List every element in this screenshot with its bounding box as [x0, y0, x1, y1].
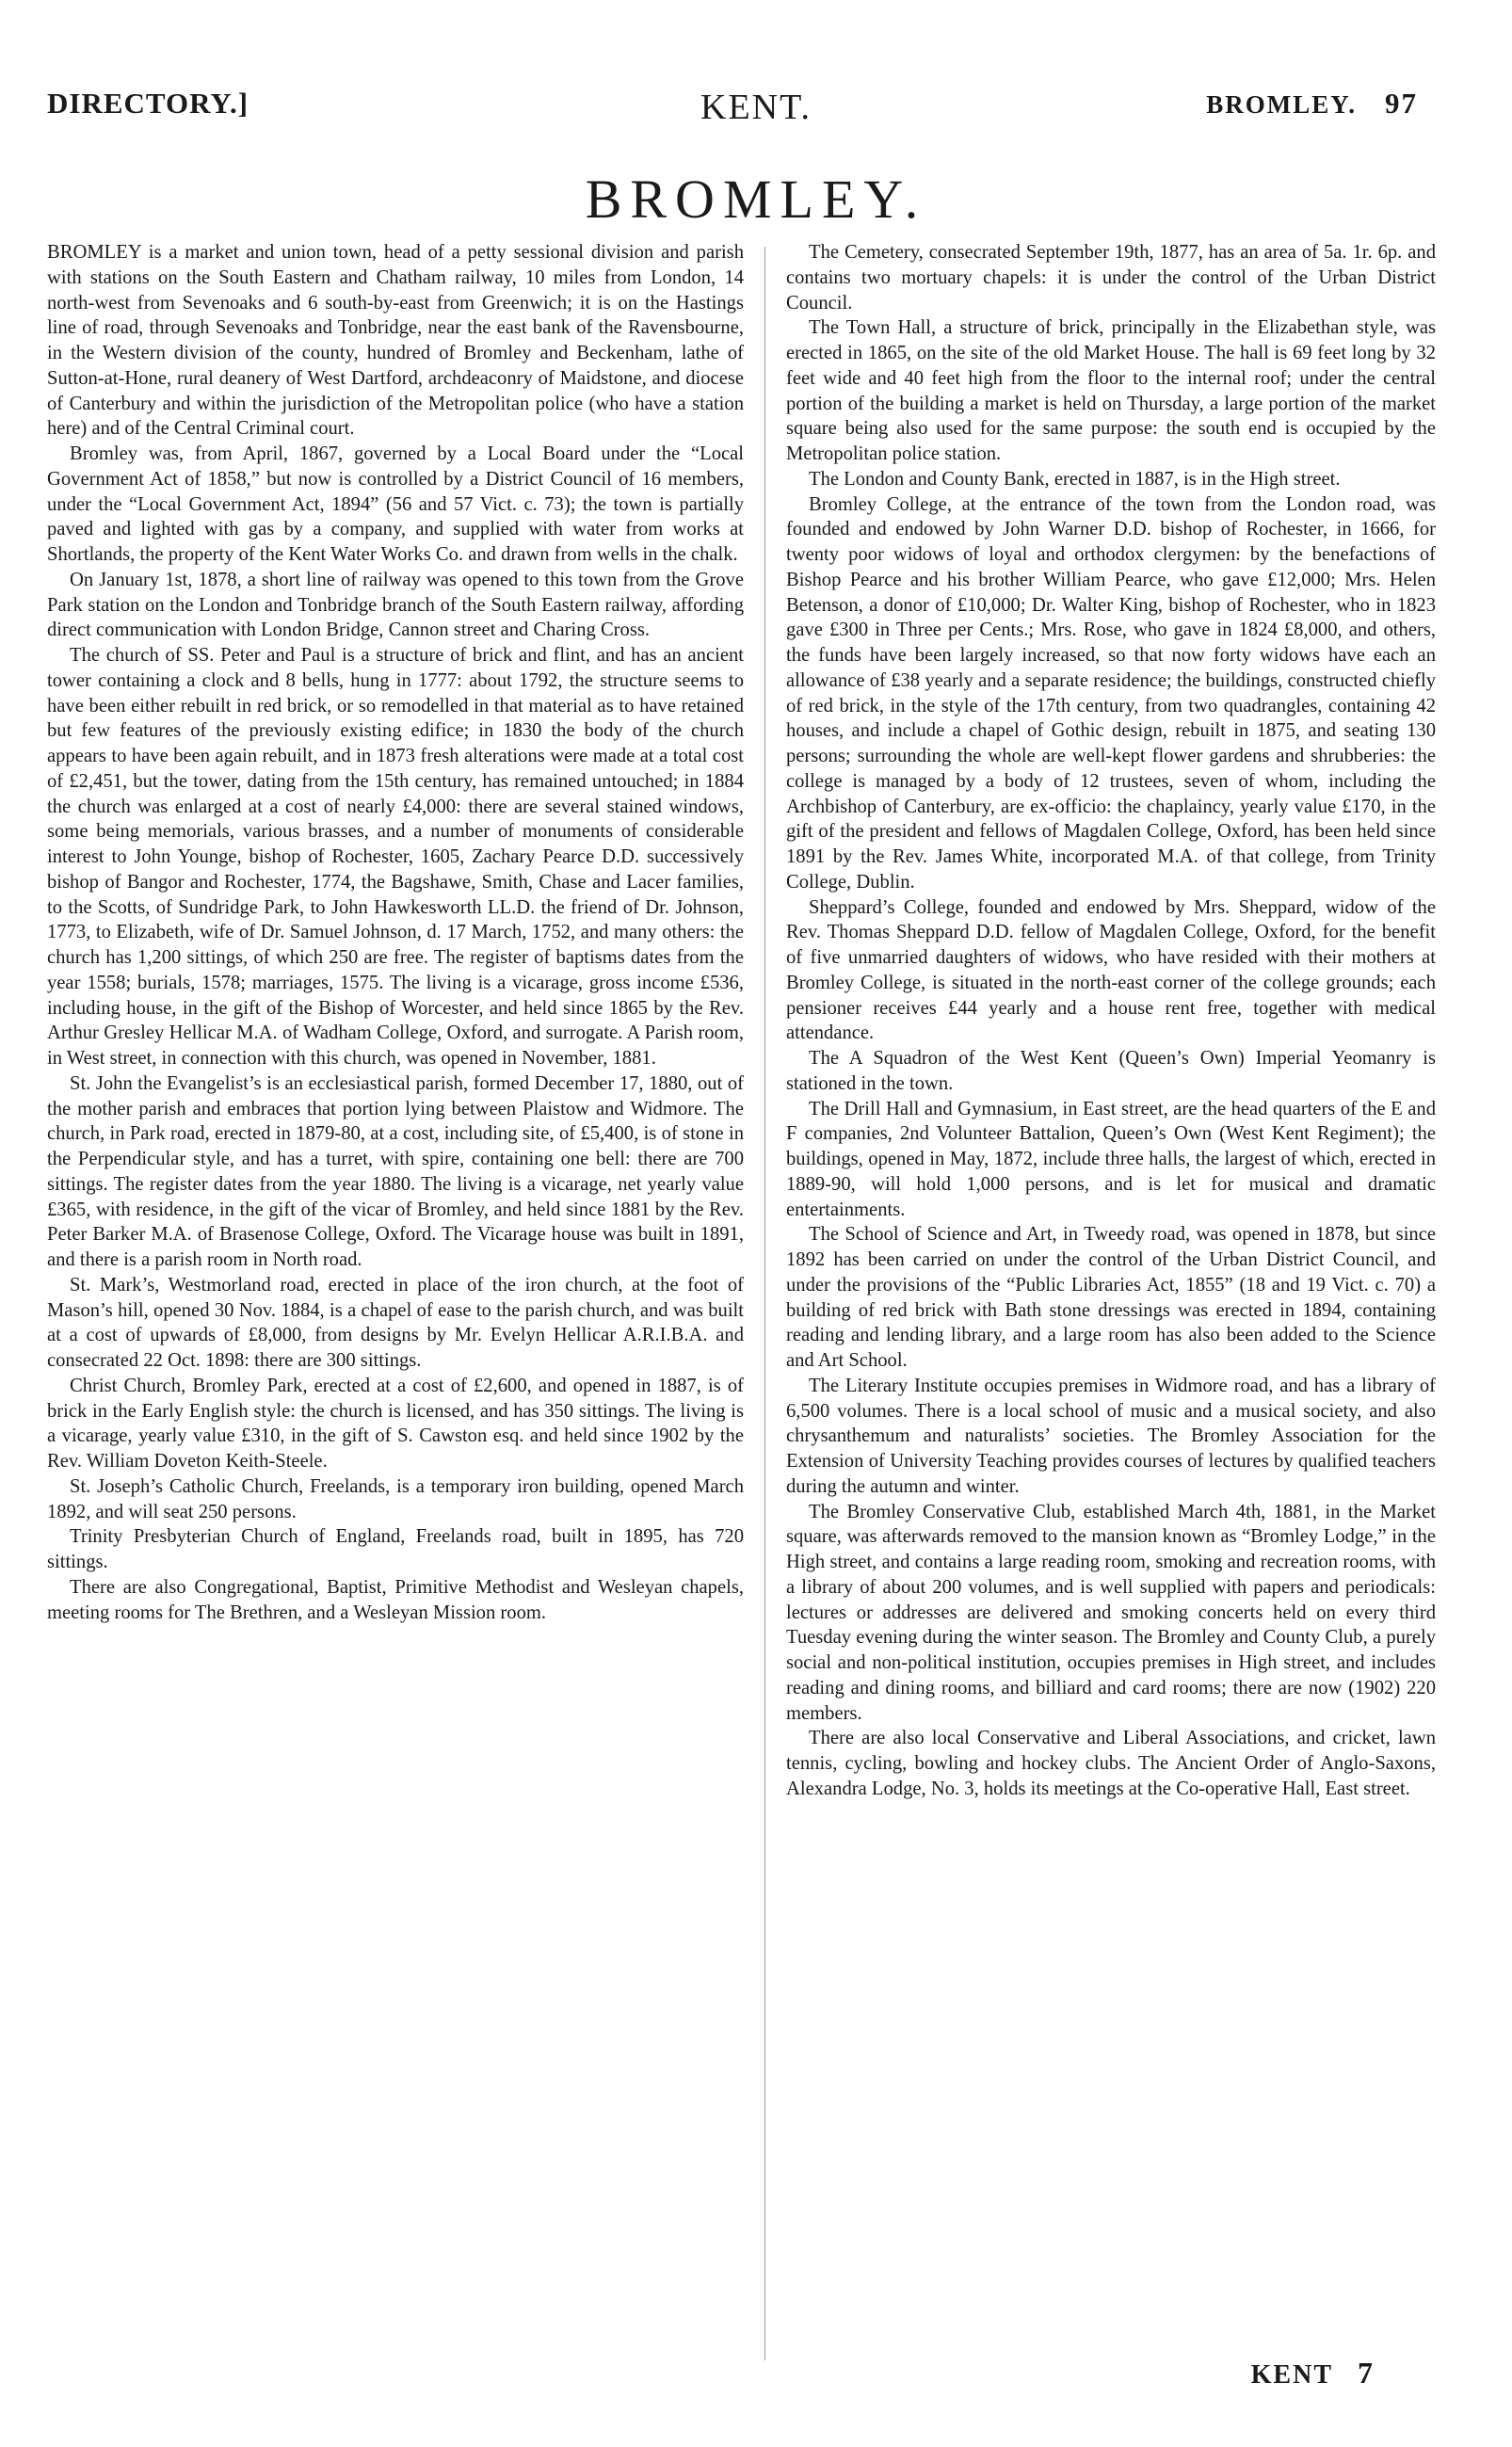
running-header-left: DIRECTORY.]	[47, 87, 249, 120]
paragraph: There are also Congregational, Baptist, Primitive Methodist and Wesleyan chapels, meeting rooms for The Brethren, and a Wesleyan Mission room.	[47, 1576, 744, 1623]
paragraph: The London and County Bank, erected in 1887, is in the High street.	[809, 468, 1341, 490]
paragraph: St. Joseph’s Catholic Church, Freelands, is a temporary iron building, opened March 1892, and will seat 250 persons.	[47, 1475, 744, 1522]
page-number: 97	[1385, 87, 1418, 120]
paragraph: St. Mark’s, Westmorland road, erected in place of the iron church, at the foot of Mason’s hill, opened 30 Nov. 1884, is a chapel of ease to the parish church, and was built at a cost of upwards of £8,000, from designs by Mr. Evelyn Hellicar A.R.I.B.A. and consecrated 22 Oct. 1898: there are 300 sittings.	[47, 1274, 744, 1371]
paragraph: There are also local Conservative and Liberal Associations, and cricket, lawn tennis, cycling, bowling and hockey clubs. The Ancient Order of Anglo-Saxons, Alexandra Lodge, No. 3, holds its meetings at the Co-operative Hall, East street.	[786, 1728, 1436, 1799]
paragraph: Christ Church, Bromley Park, erected at a cost of £2,600, and opened in 1887, is of brick in the Early English style: the church is licensed, and has 350 sittings. The living is a vicarage, yearly value £310, in the gift of S. Cawston esq. and held since 1902 by the Rev. William Doveton Keith-Steele.	[47, 1375, 744, 1472]
paragraph: The Bromley Conservative Club, established March 4th, 1881, in the Market square, was afterwards removed to the mansion known as “Bromley Lodge,” in the High street, and contains a large reading room, smoking and recreation rooms, with a library of about 200 volumes, and is well supplied with papers and periodicals: lectures or addresses are delivered and smoking concerts held on every third Tuesday evening during the winter season. The Bromley and County Club, a purely social and non-political institution, occupies premises in High street, and includes reading and dining rooms, and billiard and card rooms; there are now (1902) 220 members.	[786, 1501, 1436, 1724]
signature-county: KENT	[1250, 2360, 1333, 2390]
paragraph: The A Squadron of the West Kent (Queen’s Own) Imperial Yeomanry is stationed in the town.	[786, 1048, 1436, 1094]
paragraph: St. John the Evangelist’s is an ecclesiastical parish, formed December 17, 1880, out of the mother parish and embraces that portion lying between Plaistow and Widmore. The church, in Park road, erected in 1879-80, at a cost, including site, of £5,400, is of stone in the Perpendicular style, and has a turret, with spire, containing one bell: there are 700 sittings. The register dates from the year 1880. The living is a vicarage, net yearly value £365, with residence, in the gift of the vicar of Bromley, and held since 1881 by the Rev. Peter Barker M.A. of Brasenose College, Oxford. The Vicarage house was built in 1891, and there is a parish room in North road.	[47, 1072, 744, 1270]
right-column	[786, 240, 1436, 1802]
column-rule	[764, 247, 765, 2360]
signature-number: 7	[1358, 2356, 1373, 2390]
paragraph: Bromley was, from April, 1867, governed by a Local Board under the “Local Government Act of 1858,” but now is controlled by a District Council of 16 members, under the “Local Government Act, 1894” (56 and 57 Vict. c. 73); the town is partially paved and lighted with gas by a company, and supplied with water from works at Shortlands, the property of the Kent Water Works Co. and drawn from wells in the chalk.	[47, 443, 744, 565]
paragraph: BROMLEY is a market and union town, head of a petty sessional division and parish with stations on the South Eastern and Chatham railway, 10 miles from London, 14 north-west from Sevenoaks and 6 south-by-east from Greenwich; it is on the Hastings line of road, through Sevenoaks and Tonbridge, near the east bank of the Ravensbourne, in the Western division of the county, hundred of Bromley and Beckenham, lathe of Sutton-at-Hone, rural deanery of West Dartford, archdeaconry of Maidstone, and diocese of Canterbury and within the jurisdiction of the Metropolitan police (who have a station here) and of the Central Criminal court.	[47, 242, 744, 440]
paragraph: The Town Hall, a structure of brick, principally in the Elizabethan style, was erected in 1865, on the site of the old Market House. The hall is 69 feet long by 32 feet wide and 40 feet high from the floor to the internal roof; under the central portion of the building a market is held on Thursday, a large portion of the market square being also used for the same purpose: the south end is occupied by the Metropolitan police station.	[786, 317, 1436, 464]
paragraph: The Cemetery, consecrated September 19th, 1877, has an area of 5a. 1r. 6p. and contains two mortuary chapels: it is under the control of the Urban District Council.	[786, 242, 1436, 314]
running-header-place: BROMLEY.	[1206, 90, 1357, 119]
paragraph: The church of SS. Peter and Paul is a structure of brick and flint, and has an ancient tower containing a clock and 8 bells, hung in 1777: about 1792, the structure seems to have been either rebuilt in red brick, or so remodelled in that material as to have retained but few features of the previously existing edifice; in 1830 the body of the church appears to have been again rebuilt, and in 1873 fresh alterations were made at a total cost of £2,451, but the tower, dating from the 15th century, has remained untouched; in 1884 the church was enlarged at a cost of nearly £4,000: there are several stained windows, some being memorials, various brasses, and a number of monuments of considerable interest to John Younge, bishop of Rochester, 1605, Zachary Pearce D.D. successively bishop of Bangor and Rochester, 1774, the Bagshawe, Smith, Chase and Lacer families, to the Scotts, of Sundridge Park, to John Hawkesworth LL.D. the friend of Dr. Johnson, 1773, to Elizabeth, wife of Dr. Samuel Johnson, d. 17 March, 1752, and many others: the church has 1,200 sittings, of which 250 are free. The register of baptisms dates from the year 1558; burials, 1578; marriages, 1575. The living is a vicarage, gross income £536, including house, in the gift of the Bishop of Worcester, and held since 1865 by the Rev. Arthur Gresley Hellicar M.A. of Wadham College, Oxford, and surrogate. A Parish room, in West street, in connection with this church, was opened in November, 1881.	[47, 645, 744, 1069]
running-header-right	[1206, 87, 1418, 121]
running-header-county: KENT.	[700, 88, 812, 127]
left-column	[47, 240, 744, 1625]
page-title: BROMLEY.	[585, 169, 927, 230]
paragraph: Bromley College, at the entrance of the town from the London road, was founded and endowed by John Warner D.D. bishop of Rochester, in 1666, for twenty poor widows of loyal and orthodox clergymen: by the benefactions of Bishop Pearce and his brother William Pearce, who gave £12,000; Mrs. Helen Betenson, a donor of £10,000; Dr. Walter King, bishop of Rochester, who in 1823 gave £300 in Three per Cents.; Mrs. Rose, who gave in 1824 £8,000, and others, the funds have been largely increased, so that now forty widows have each an allowance of £38 yearly and a separate residence; the buildings, constructed chiefly of red brick, in the style of the 17th century, from two quadrangles, containing 42 houses, and include a chapel of Gothic design, rebuilt in 1875, and seating 130 persons; surrounding the whole are well-kept flower gardens and shrubberies: the college is managed by a body of 12 trustees, seven of whom, including the Archbishop of Canterbury, are ex-officio: the chaplaincy, yearly value £170, in the gift of the president and fellows of Magdalen College, Oxford, has been held since 1891 by the Rev. James White, incorporated M.A. of that college, from Trinity College, Dublin.	[786, 493, 1436, 893]
paragraph: The Drill Hall and Gymnasium, in East street, are the head quarters of the E and F companies, 2nd Volunteer Battalion, Queen’s Own (West Kent Regiment); the buildings, opened in May, 1872, include three halls, the largest of which, erected in 1889-90, will hold 1,000 persons, and is let for musical and dramatic entertainments.	[786, 1098, 1436, 1220]
signature-mark	[1251, 2356, 1373, 2391]
paragraph: On January 1st, 1878, a short line of railway was opened to this town from the Grove Park station on the London and Tonbridge branch of the South Eastern railway, affording direct communication with London Bridge, Cannon street and Charing Cross.	[47, 569, 744, 641]
paragraph: The Literary Institute occupies premises in Widmore road, and has a library of 6,500 volumes. There is a local school of music and a musical society, and also chrysanthemum and naturalists’ societies. The Bromley Association for the Extension of University Teaching provides courses of lectures by qualified teachers during the autumn and winter.	[786, 1375, 1436, 1497]
paragraph: Sheppard’s College, founded and endowed by Mrs. Sheppard, widow of the Rev. Thomas Sheppard D.D. fellow of Magdalen College, Oxford, for the benefit of five unmarried daughters of widows, who have resided with their mothers at Bromley College, is situated in the north-east corner of the college grounds; each pensioner receives £44 yearly and a house rent free, together with medical attendance.	[786, 896, 1436, 1044]
paragraph: The School of Science and Art, in Tweedy road, was opened in 1878, but since 1892 has been carried on under the control of the Urban District Council, and under the provisions of the “Public Libraries Act, 1855” (18 and 19 Vict. c. 70) a building of red brick with Bath stone dressings was erected in 1894, containing reading and lending library, and a large room has also been added to the Science and Art School.	[786, 1224, 1436, 1371]
paragraph: Trinity Presbyterian Church of England, Freelands road, built in 1895, has 720 sittings.	[47, 1526, 744, 1572]
